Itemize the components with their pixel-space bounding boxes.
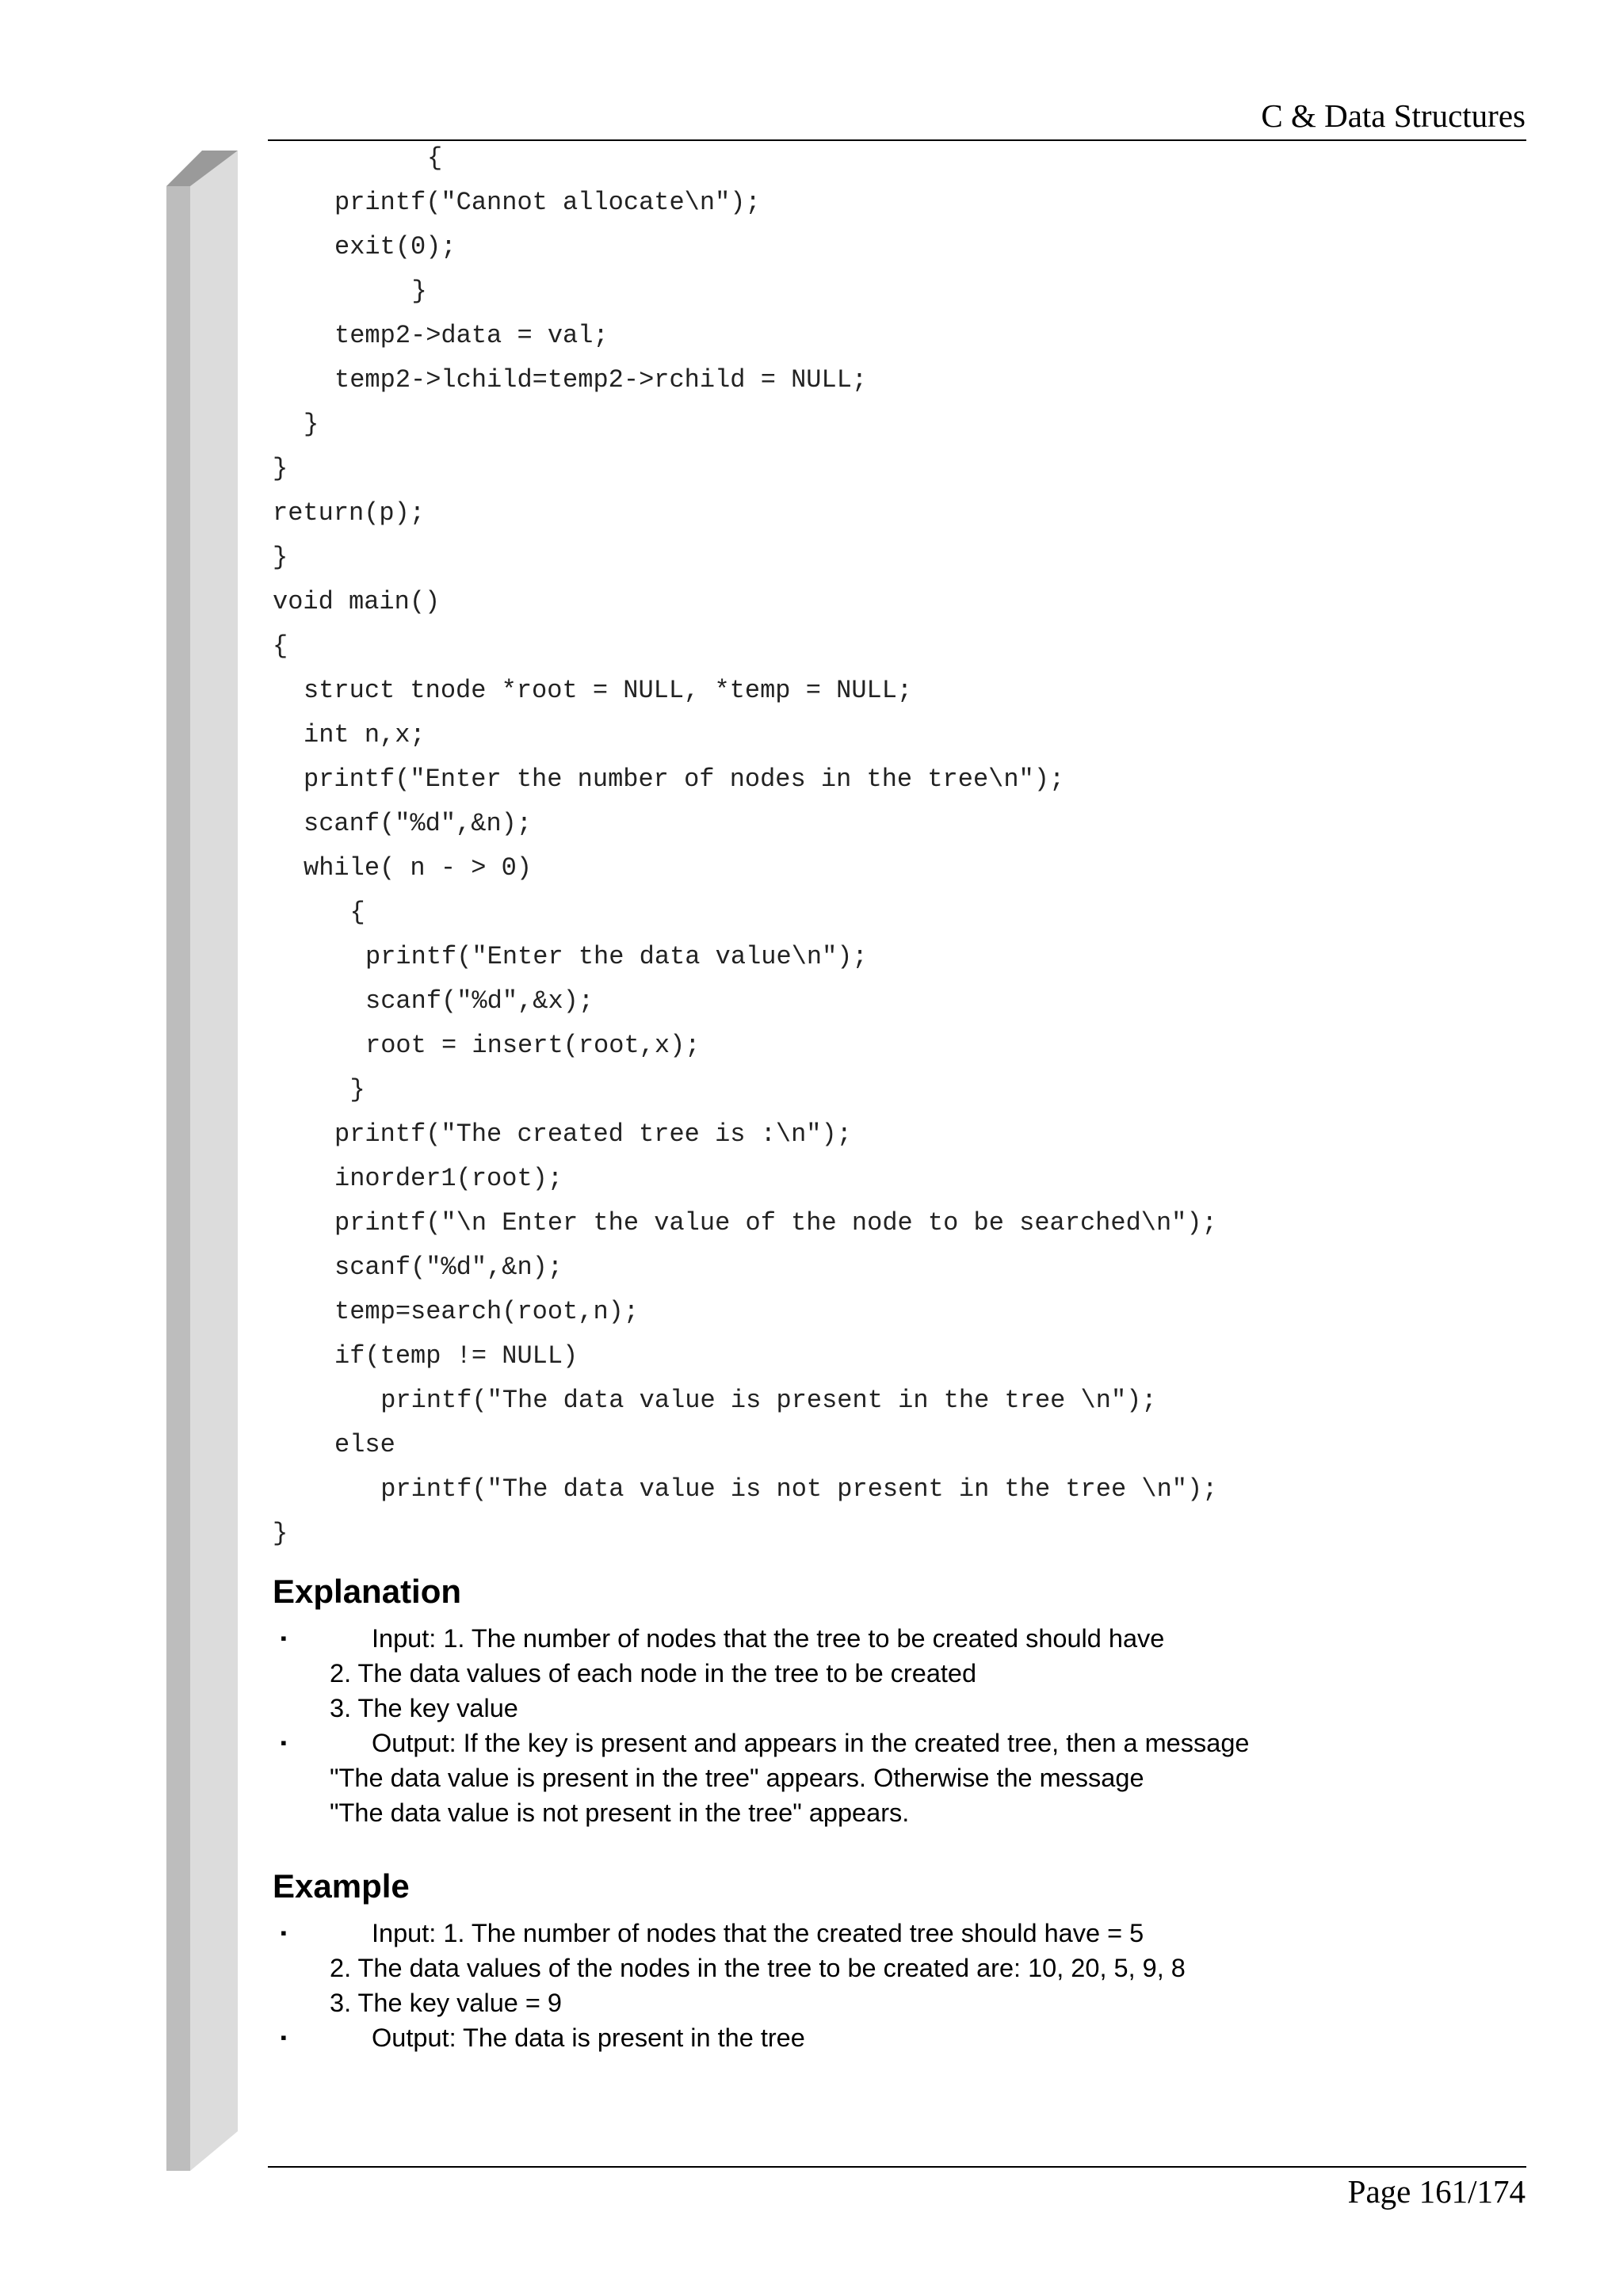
list-item [273,1760,1541,1795]
code-line: struct tnode *root = NULL, *temp = NULL; [304,676,913,705]
square-bullet-icon: ▪ [281,1733,287,1753]
square-bullet-icon: ▪ [281,1628,287,1648]
list-item-text: Input: 1. The number of nodes that the tree to be created should have [372,1624,1165,1653]
running-header-title: C & Data Structures [1261,97,1526,134]
list-item-text: Input: 1. The number of nodes that the created tree should have = 5 [372,1919,1144,1947]
square-bullet-icon: ▪ [281,1923,287,1943]
explanation-heading: Explanation [273,1573,462,1610]
list-item [273,1656,1541,1691]
code-line: } [273,454,288,483]
square-bullet-icon: ▪ [281,2027,287,2047]
list-item-text: "The data value is not present in the tree" appears. [330,1798,910,1827]
list-item [273,1726,1541,1760]
page-number: Page 161/174 [1347,2173,1526,2210]
code-line: } [411,277,427,306]
list-item-text: Output: The data is present in the tree [372,2023,805,2052]
code-line: exit(0); [334,232,456,261]
code-line: root = insert(root,x); [365,1031,701,1060]
list-item [273,2020,1541,2055]
code-line: void main() [273,587,441,616]
code-line: } [349,1075,365,1104]
list-item [273,1916,1541,1951]
example-heading: Example [273,1867,410,1905]
code-line: temp=search(root,n); [334,1297,640,1326]
code-line: printf("Enter the number of nodes in the tree\n"); [304,765,1065,794]
code-line: return(p); [273,498,426,528]
code-line: printf("Cannot allocate\n"); [334,188,761,217]
code-line: { [273,631,288,661]
code-line: temp2->data = val; [334,321,609,350]
code-line: } [304,410,319,439]
code-line: printf("\n Enter the value of the node to be searched\n"); [334,1208,1217,1238]
code-line: if(temp != NULL) [334,1341,579,1371]
code-line: scanf("%d",&x); [365,986,594,1016]
code-line: scanf("%d",&n); [304,809,533,838]
list-item-text: 2. The data values of the nodes in the tree to be created are: 10, 20, 5, 9, 8 [330,1954,1186,1982]
explanation-list [273,1621,1541,1830]
list-item [273,1985,1541,2020]
code-line: scanf("%d",&n); [334,1253,563,1282]
code-line: } [273,1519,288,1548]
code-line: } [273,543,288,572]
list-item [273,1621,1541,1656]
list-item-text: 2. The data values of each node in the tree to be created [330,1659,977,1688]
list-item-text: Output: If the key is present and appears in the created tree, then a message [372,1729,1250,1757]
code-line: inorder1(root); [334,1164,563,1193]
example-list [273,1916,1541,2055]
list-item-text: 3. The key value [330,1694,518,1722]
code-line: int n,x; [304,720,426,749]
code-line: printf("The created tree is :\n"); [334,1119,852,1149]
list-item-text: 3. The key value = 9 [330,1989,562,2017]
list-item [273,1795,1541,1830]
code-line: temp2->lchild=temp2->rchild = NULL; [334,365,868,395]
code-line: while( n - > 0) [304,853,533,883]
code-line: printf("The data value is present in the tree \n"); [365,1386,1157,1415]
list-item-text: "The data value is present in the tree" appears. Otherwise the message [330,1764,1144,1792]
footer-rule [268,2166,1526,2168]
code-line: printf("The data value is not present in the tree \n"); [365,1474,1218,1504]
code-line: { [349,898,365,927]
code-listing [273,136,1556,1556]
list-item [273,1951,1541,1985]
code-line: { [427,143,443,173]
decorative-side-bar [166,151,238,2171]
code-line: printf("Enter the data value\n"); [365,942,868,971]
list-item [273,1691,1541,1726]
code-line: else [334,1430,395,1459]
